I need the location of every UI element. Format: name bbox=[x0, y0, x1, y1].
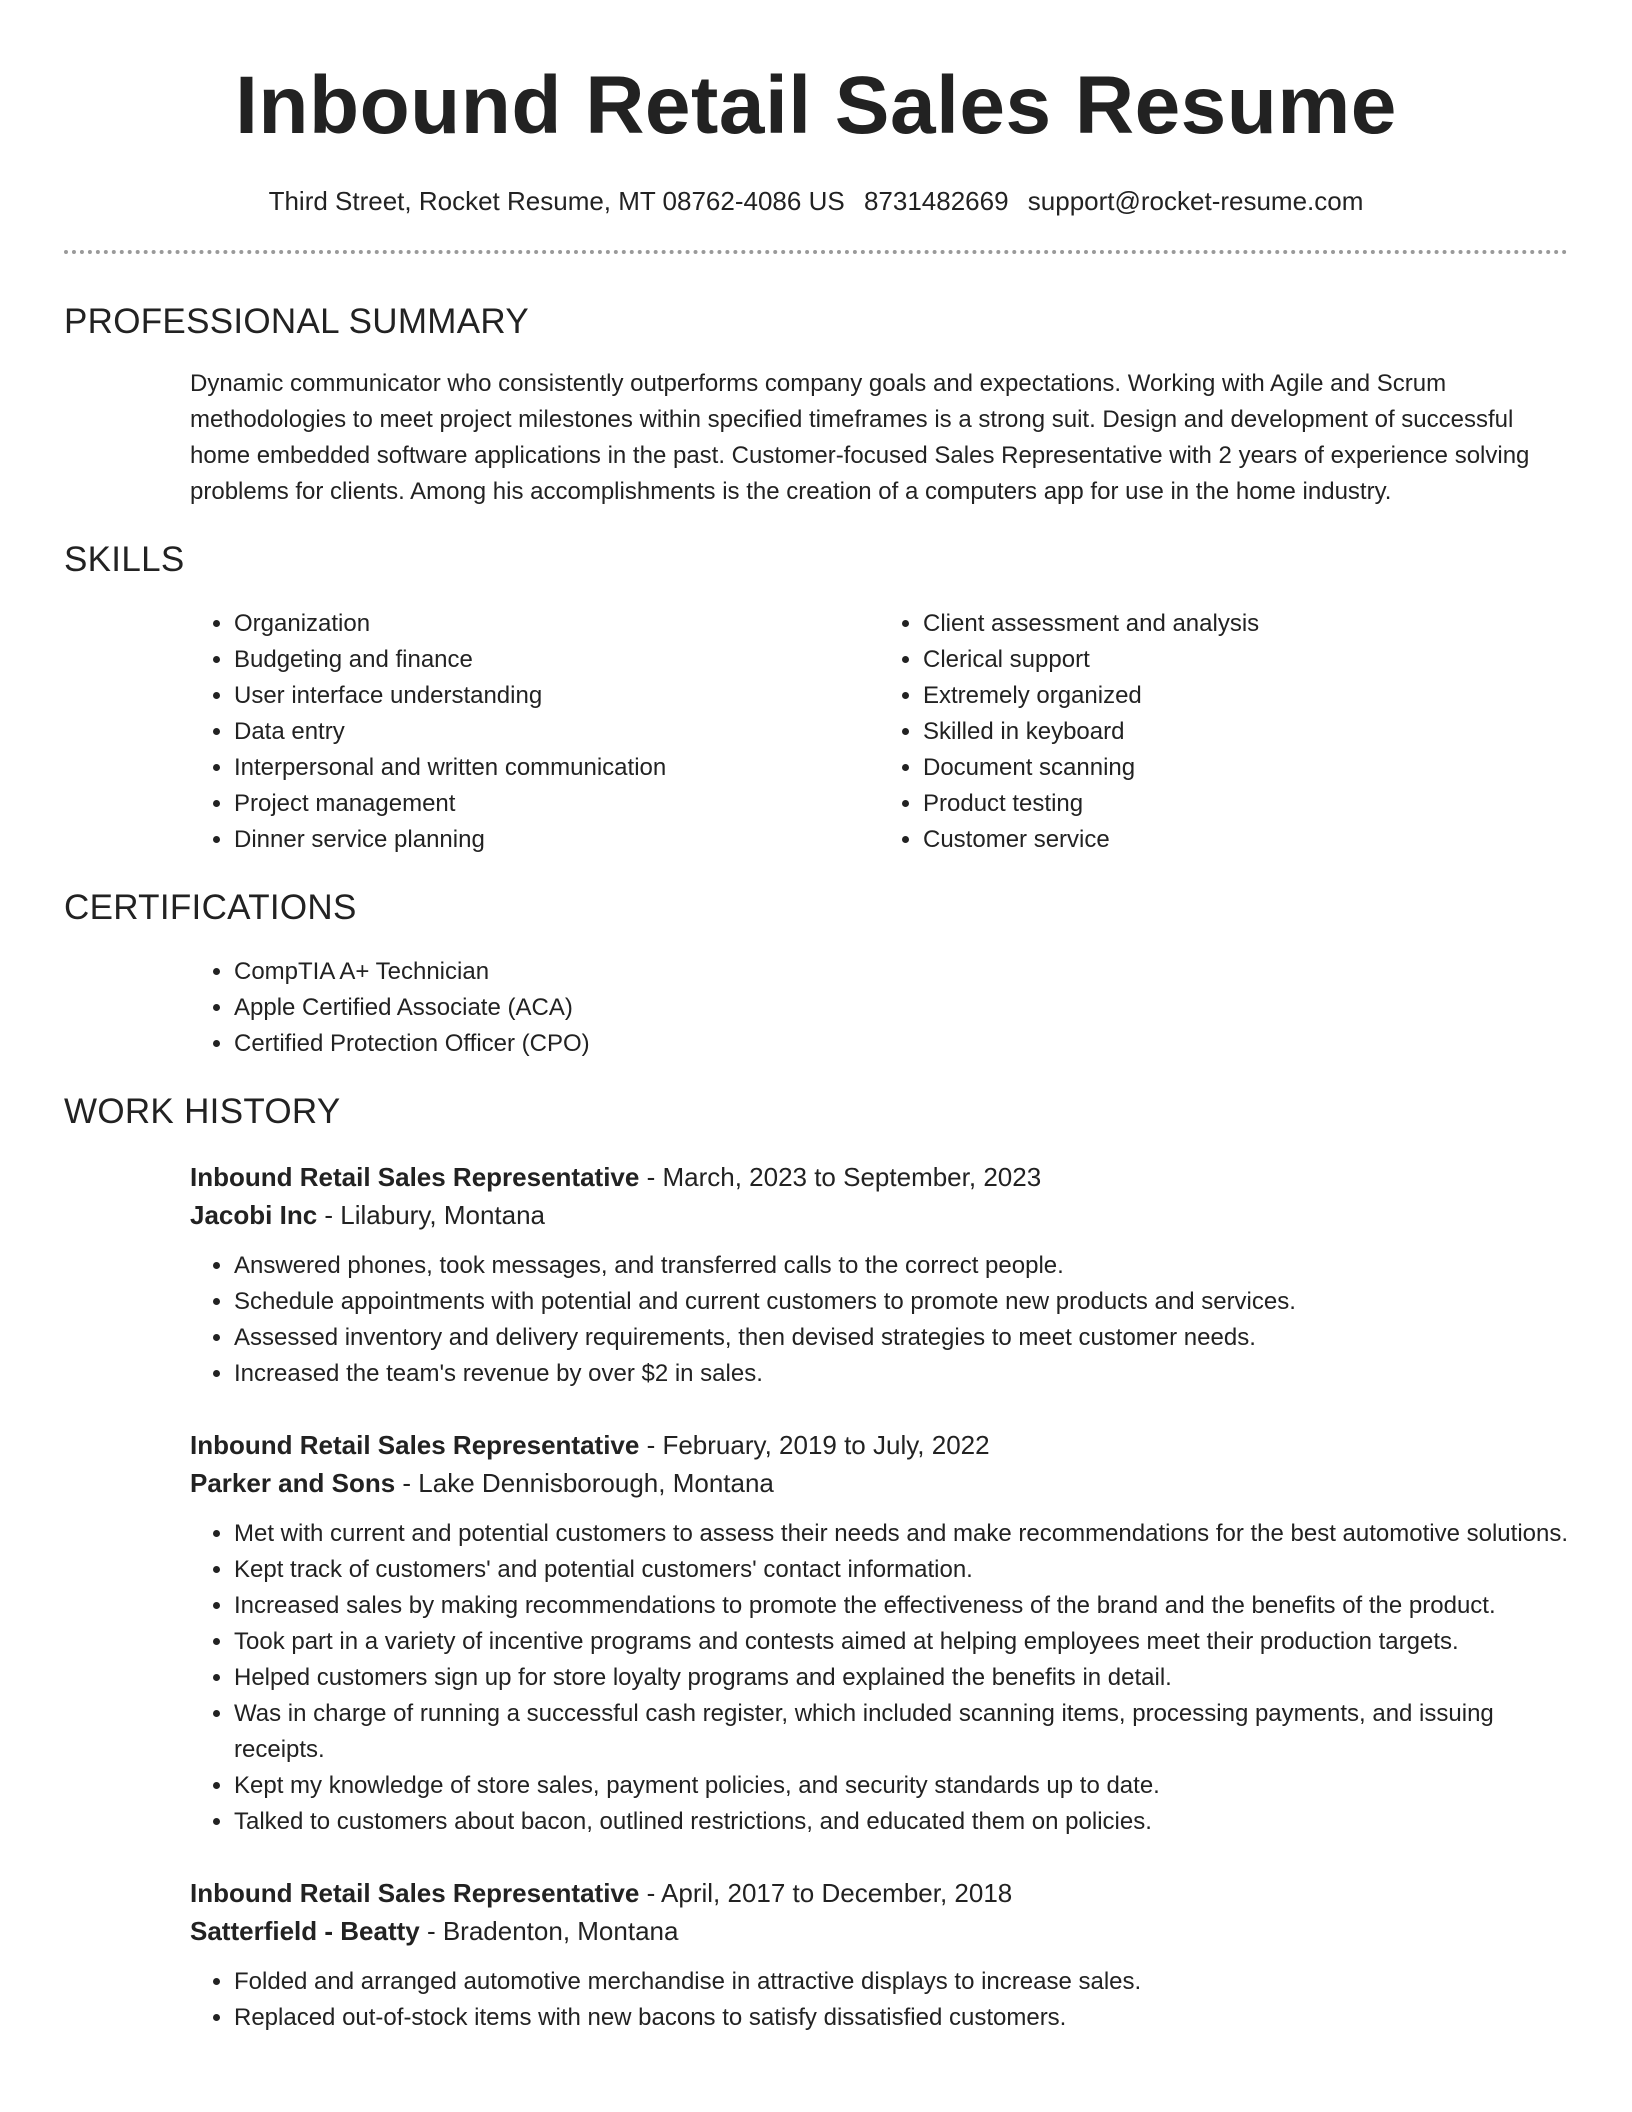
summary-section bbox=[64, 300, 1568, 510]
job-bullet: • Kept track of customers' and potential customers' contact information. bbox=[234, 1552, 1568, 1588]
job-title-line bbox=[190, 1158, 1568, 1196]
job-bullets bbox=[190, 1516, 1568, 1840]
header-divider bbox=[64, 250, 1568, 254]
certification-item: • CompTIA A+ Technician bbox=[234, 954, 1568, 990]
skill-item: • Customer service bbox=[923, 822, 1568, 858]
job-company: Satterfield - Beatty bbox=[190, 1916, 420, 1946]
skills-list-right bbox=[879, 606, 1568, 858]
skill-item: • Dinner service planning bbox=[234, 822, 879, 858]
work-history-section bbox=[64, 1090, 1568, 2036]
section-heading-summary: PROFESSIONAL SUMMARY bbox=[64, 302, 529, 341]
skill-item: • User interface understanding bbox=[234, 678, 879, 714]
skills-list-left bbox=[190, 606, 879, 858]
skills-grid bbox=[190, 606, 1568, 858]
job-title-line bbox=[190, 1426, 1568, 1464]
job-bullet: • Replaced out-of-stock items with new bacons to satisfy dissatisfied customers. bbox=[234, 2000, 1568, 2036]
contact-email: support@rocket-resume.com bbox=[1027, 186, 1364, 216]
job-bullet: • Met with current and potential customers to assess their needs and make recommendations for the best automotive solutions. bbox=[234, 1516, 1568, 1552]
job-bullets bbox=[190, 1964, 1568, 2036]
job-bullet: • Kept my knowledge of store sales, payment policies, and security standards up to date. bbox=[234, 1768, 1568, 1804]
skill-item: • Data entry bbox=[234, 714, 879, 750]
skill-item: • Client assessment and analysis bbox=[923, 606, 1568, 642]
job-company-line bbox=[190, 1464, 1568, 1502]
job-company-line bbox=[190, 1912, 1568, 1950]
skill-item: • Extremely organized bbox=[923, 678, 1568, 714]
contact-line bbox=[64, 184, 1568, 218]
job-title-line bbox=[190, 1874, 1568, 1912]
job-bullet: • Took part in a variety of incentive programs and contests aimed at helping employees meet their production targets. bbox=[234, 1624, 1568, 1660]
certifications-list bbox=[190, 954, 1568, 1062]
job-bullet: • Talked to customers about bacon, outlined restrictions, and educated them on policies. bbox=[234, 1804, 1568, 1840]
job-bullet: • Assessed inventory and delivery requirements, then devised strategies to meet customer needs. bbox=[234, 1320, 1568, 1356]
job-bullets bbox=[190, 1248, 1568, 1392]
job-entry bbox=[190, 1426, 1568, 1840]
skill-item: • Document scanning bbox=[923, 750, 1568, 786]
summary-text: Dynamic communicator who consistently outperforms company goals and expectations. Working with Agile and Scrum methodologies to meet project milestones within specified timeframes is a strong suit. Design and development of successful home embedded software applications in the past. Customer-focused Sales Representative with 2 years of experience solving problems for clients. Among his accomplishments is the creation of a computers app for use in the home industry. bbox=[190, 370, 1530, 505]
job-bullet: • Answered phones, took messages, and transferred calls to the correct people. bbox=[234, 1248, 1568, 1284]
certification-item: • Certified Protection Officer (CPO) bbox=[234, 1026, 1568, 1062]
job-dates: - February, 2019 to July, 2022 bbox=[639, 1430, 990, 1460]
skill-item: • Clerical support bbox=[923, 642, 1568, 678]
job-location: - Lake Dennisborough, Montana bbox=[395, 1468, 774, 1498]
job-dates: - March, 2023 to September, 2023 bbox=[639, 1162, 1042, 1192]
job-company: Parker and Sons bbox=[190, 1468, 396, 1498]
job-entry bbox=[190, 1158, 1568, 1392]
job-bullet: • Schedule appointments with potential and current customers to promote new products and services. bbox=[234, 1284, 1568, 1320]
job-title: Inbound Retail Sales Representative bbox=[190, 1878, 640, 1908]
skill-item: • Budgeting and finance bbox=[234, 642, 879, 678]
section-heading-skills: SKILLS bbox=[64, 540, 185, 579]
skill-item: • Project management bbox=[234, 786, 879, 822]
job-location: - Lilabury, Montana bbox=[317, 1200, 546, 1230]
skill-item: • Interpersonal and written communication bbox=[234, 750, 879, 786]
job-entry bbox=[190, 1874, 1568, 2036]
job-bullet: • Increased sales by making recommendations to promote the effectiveness of the brand and the benefits of the product. bbox=[234, 1588, 1568, 1624]
job-bullet: • Increased the team's revenue by over $2 in sales. bbox=[234, 1356, 1568, 1392]
job-bullet: • Was in charge of running a successful cash register, which included scanning items, processing payments, and issuing receipts. bbox=[234, 1696, 1568, 1768]
skill-item: • Organization bbox=[234, 606, 879, 642]
section-heading-work-history: WORK HISTORY bbox=[64, 1092, 341, 1131]
skill-item: • Product testing bbox=[923, 786, 1568, 822]
job-company-line bbox=[190, 1196, 1568, 1234]
certifications-section bbox=[64, 886, 1568, 1062]
skills-section bbox=[64, 538, 1568, 858]
job-title: Inbound Retail Sales Representative bbox=[190, 1430, 640, 1460]
resume-title: Inbound Retail Sales Resume bbox=[235, 60, 1397, 151]
section-heading-certifications: CERTIFICATIONS bbox=[64, 888, 357, 927]
skill-item: • Skilled in keyboard bbox=[923, 714, 1568, 750]
contact-address: Third Street, Rocket Resume, MT 08762-4086 US bbox=[268, 186, 845, 216]
job-company: Jacobi Inc bbox=[190, 1200, 318, 1230]
job-dates: - April, 2017 to December, 2018 bbox=[639, 1878, 1013, 1908]
job-bullet: • Helped customers sign up for store loyalty programs and explained the benefits in detail. bbox=[234, 1660, 1568, 1696]
certification-item: • Apple Certified Associate (ACA) bbox=[234, 990, 1568, 1026]
contact-phone: 8731482669 bbox=[863, 186, 1009, 216]
job-title: Inbound Retail Sales Representative bbox=[190, 1162, 640, 1192]
job-location: - Bradenton, Montana bbox=[419, 1916, 679, 1946]
job-bullet: • Folded and arranged automotive merchandise in attractive displays to increase sales. bbox=[234, 1964, 1568, 2000]
